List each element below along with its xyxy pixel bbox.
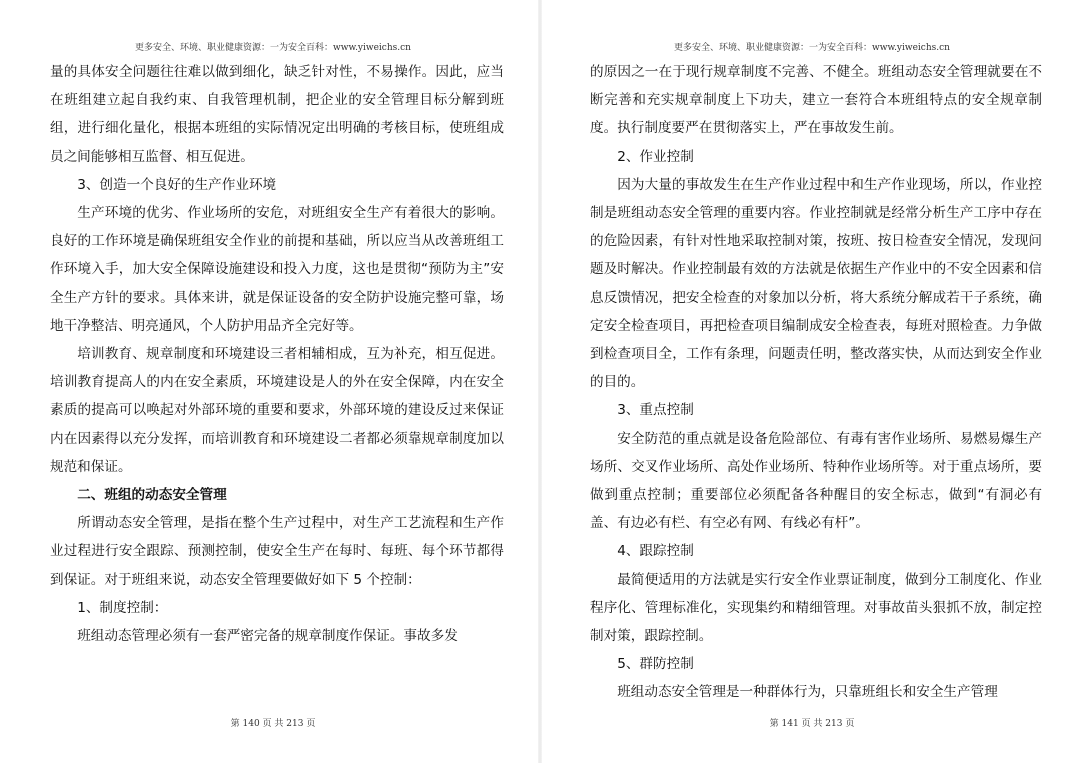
book-gutter <box>538 0 542 763</box>
paragraph: 安全防范的重点就是设备危险部位、有毒有害作业场所、易燃易爆生产场所、交叉作业场所、高处作业场所、特种作业场所等。对于重点场所，要做到重点控制；重要部位必须配备各种醒目的安全标志，做到“有洞必有盖、有边必有栏、有空必有网、有线必有杆”。 <box>590 430 1042 532</box>
paragraph: 4、跟踪控制 <box>617 543 694 560</box>
page-footer: 第 140 页 共 213 页 <box>230 719 316 729</box>
paragraph: 因为大量的事故发生在生产作业过程中和生产作业现场，所以，作业控制是班组动态安全管理的重要内容。作业控制就是经常分析生产工序中存在的危险因素，有针对性地采取控制对策，按班、按日检查安全情况，发现问题及时解决。作业控制最有效的方法就是依据生产作业中的不安全因素和信息反馈情况，把安全检查的对象加以分析，将大系统分解成若干子系统，确定安全检查项目，再把检查项目编制成安全检查表，每班对照检查。力争做到检查项目全，工作有条理，问题责任明，整改落实快，从而达到安全作业的目的。 <box>590 176 1042 391</box>
paragraph: 最简便适用的方法就是实行安全作业票证制度，做到分工制度化、作业程序化、管理标准化，实现集约和精细管理。对事故苗头狠抓不放，制定控制对策，跟踪控制。 <box>590 571 1042 645</box>
page-header: 更多安全、环境、职业健康资源：一为安全百科：www.yiweichs.cn <box>674 43 950 53</box>
section-heading: 二、班组的动态安全管理 <box>77 487 227 504</box>
paragraph: 生产环境的优劣、作业场所的安危，对班组安全生产有着很大的影响。良好的工作环境是确保班组安全作业的前提和基础，所以应当从改善班组工作环境入手，加大安全保障设施建设和投入力度，这也是贯彻“预防为主”安全生产方针的要求。具体来讲，就是保证设备的安全防护设施完整可靠，场地干净整洁、明亮通风，个人防护用品齐全完好等。 <box>50 205 504 334</box>
page-footer: 第 141 页 共 213 页 <box>769 719 855 729</box>
paragraph-continuation: 量的具体安全问题往往难以做到细化，缺乏针对性，不易操作。因此，应当在班组建立起自我约束、自我管理机制，把企业的安全管理目标分解到班组，进行细化量化，根据本班组的实际情况定出明确的考核目标，使班组成员之间能够相互监督、相互促进。 <box>50 64 504 165</box>
paragraph: 1、制度控制： <box>77 599 168 616</box>
paragraph: 2、作业控制 <box>617 148 694 165</box>
paragraph: 3、创造一个良好的生产作业环境 <box>77 176 277 193</box>
page-body <box>50 58 504 650</box>
paragraph: 班组动态安全管理是一种群体行为，只靠班组长和安全生产管理 <box>617 684 998 701</box>
paragraph: 班组动态管理必须有一套严密完备的规章制度作保证。事故多发 <box>77 628 458 645</box>
paragraph: 所谓动态安全管理，是指在整个生产过程中，对生产工艺流程和生产作业过程进行安全跟踪、预测控制，使安全生产在每时、每班、每个环节都得到保证。对于班组来说，动态安全管理要做好如下 5 个控制： <box>50 515 504 588</box>
right-page <box>582 0 1042 763</box>
page-body <box>590 58 1042 707</box>
paragraph: 培训教育、规章制度和环境建设三者相辅相成，互为补充，相互促进。培训教育提高人的内在安全素质，环境建设是人的外在安全保障，内在安全素质的提高可以唤起对外部环境的重要和要求，外部环境的建设反过来保证内在因素得以充分发挥，而培训教育和环境建设二者都必须靠规章制度加以规范和保证。 <box>50 346 504 475</box>
page-header: 更多安全、环境、职业健康资源：一为安全百科：www.yiweichs.cn <box>135 43 411 53</box>
paragraph: 5、群防控制 <box>617 656 694 673</box>
paragraph: 3、重点控制 <box>617 402 694 419</box>
paragraph-continuation: 的原因之一在于现行规章制度不完善、不健全。班组动态安全管理就要在不断完善和充实规章制度上下功夫，建立一套符合本班组特点的安全规章制度。执行制度要严在贯彻落实上，严在事故发生前。 <box>590 64 1042 137</box>
left-page <box>42 0 504 763</box>
